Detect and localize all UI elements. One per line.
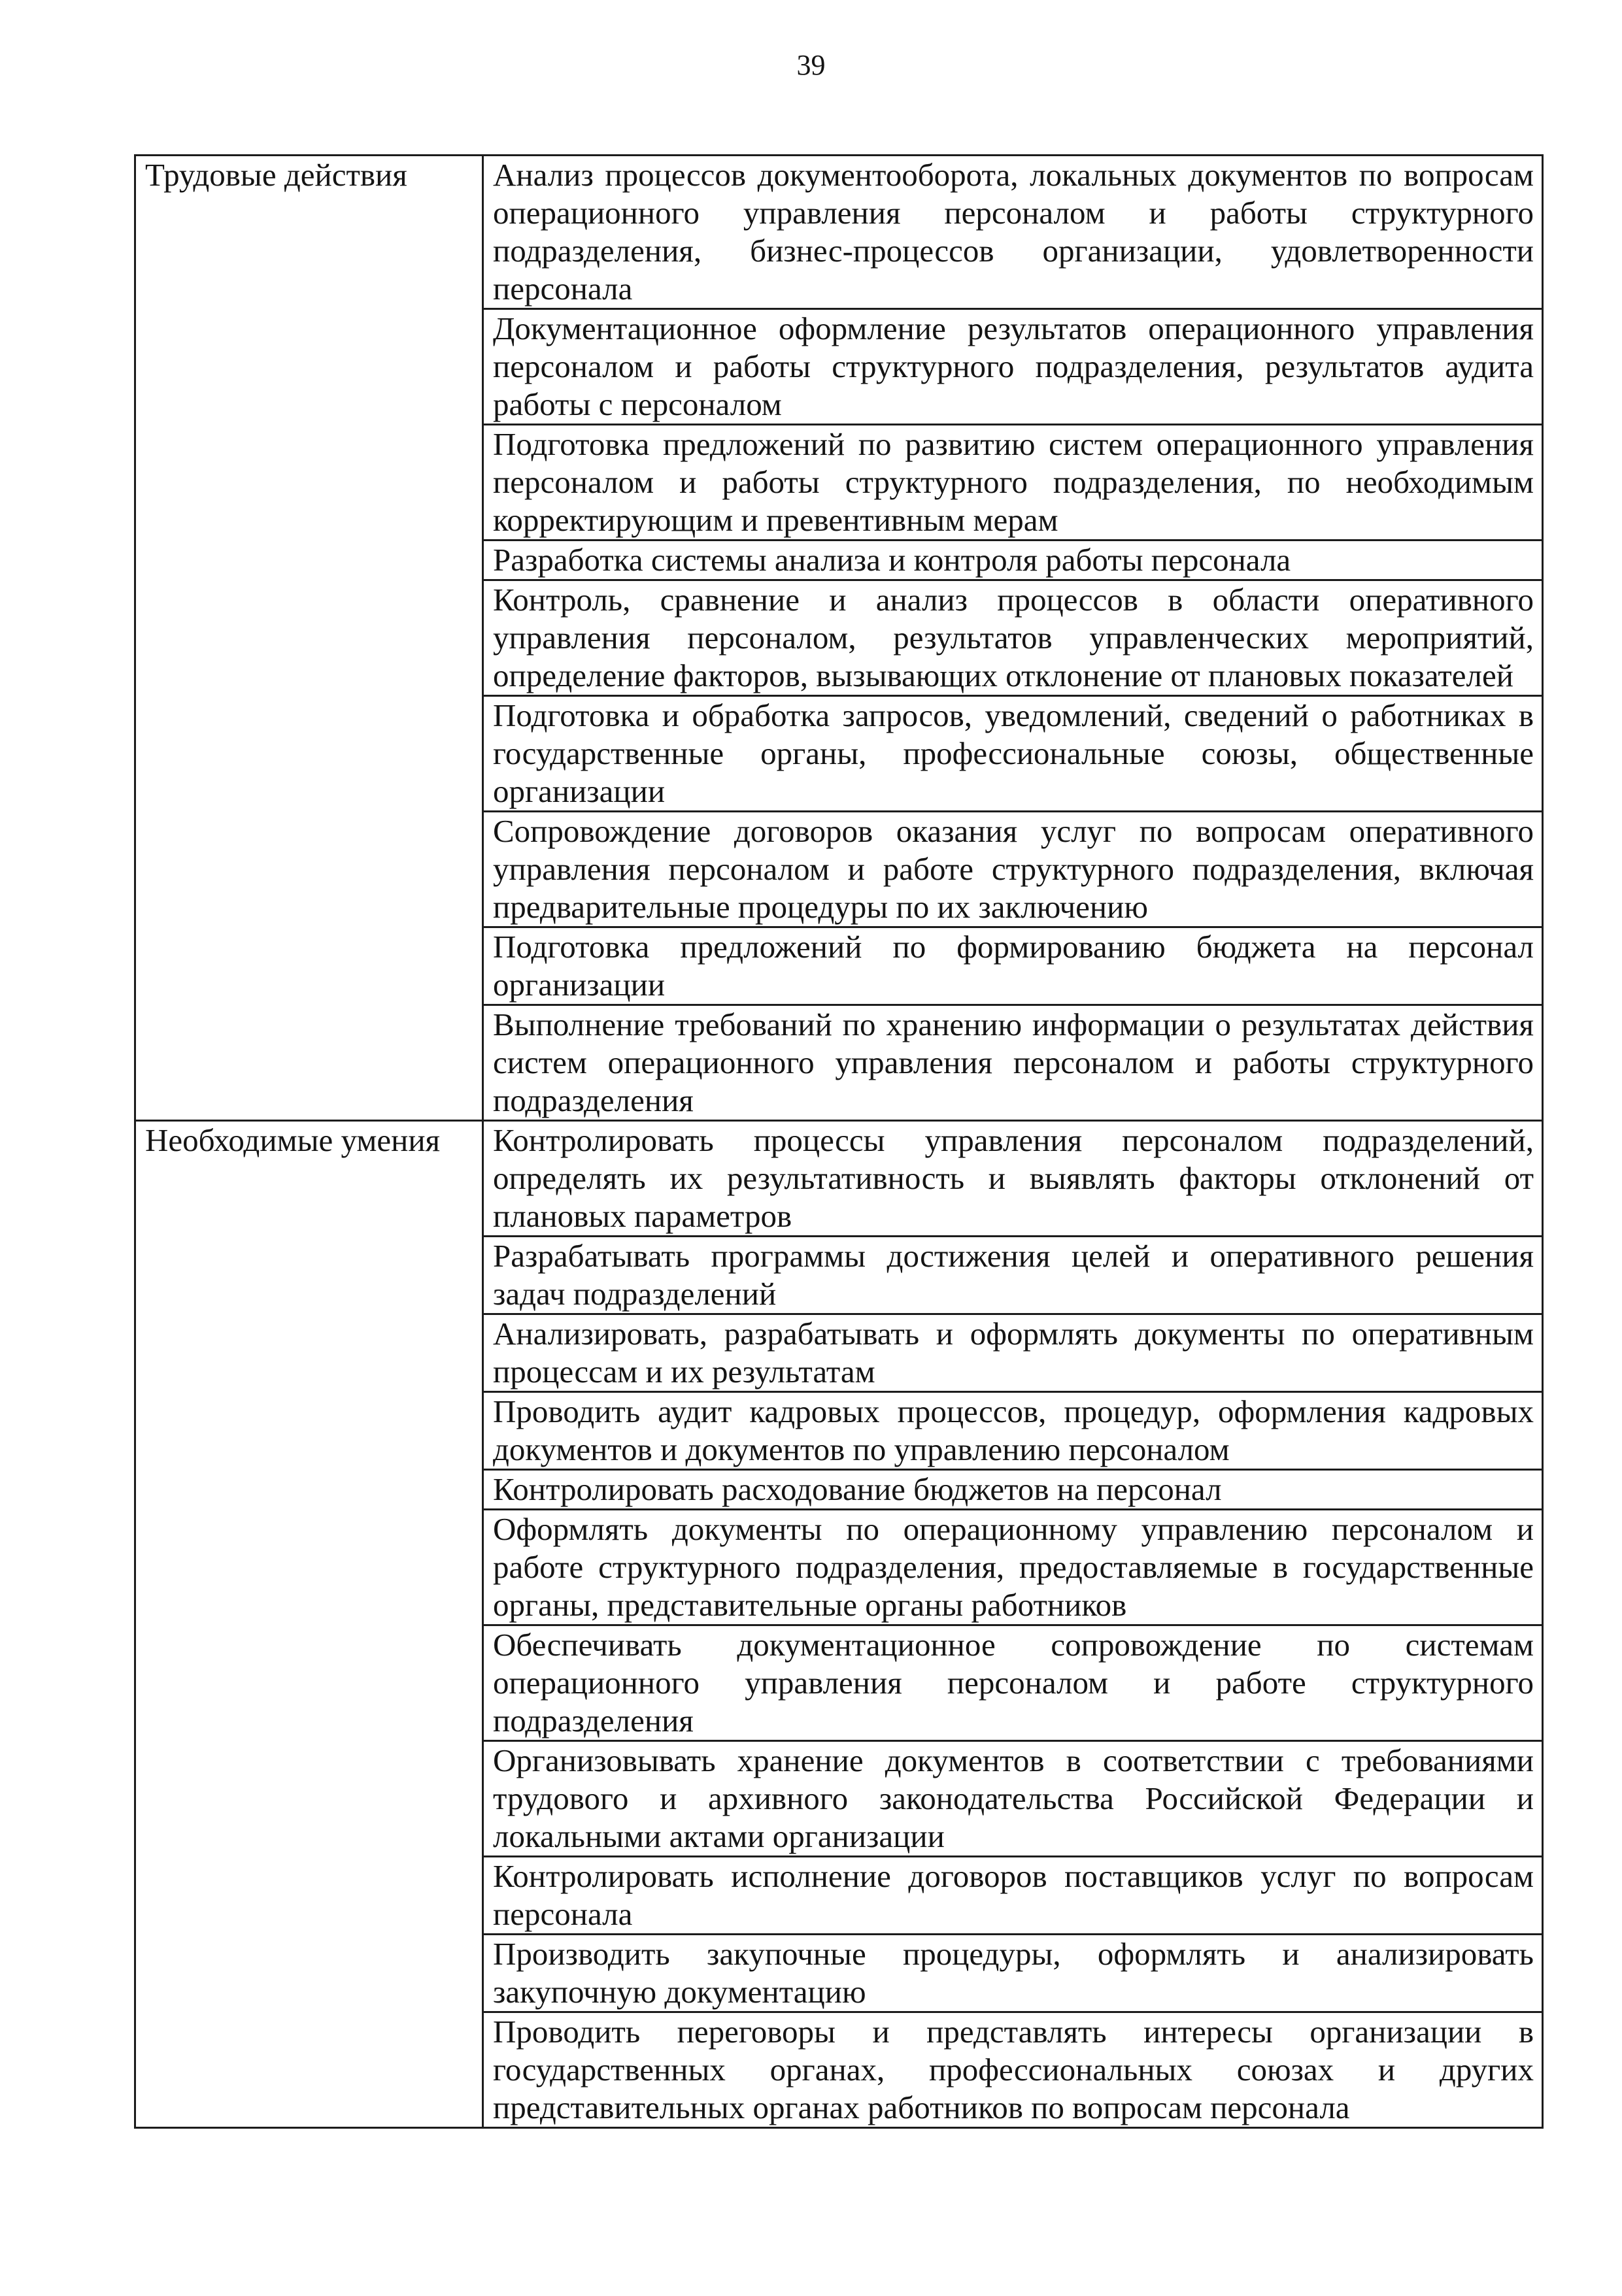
row-label-labor-actions: Трудовые действия (135, 156, 483, 1121)
table-cell: Обеспечивать документационное сопровождение по системам операционного управления персоналом и работе структурного подразделения (483, 1625, 1543, 1741)
table-row (135, 156, 1543, 309)
table-cell: Разрабатывать программы достижения целей и оперативного решения задач подразделений (483, 1237, 1543, 1314)
table-cell: Организовывать хранение документов в соответствии с требованиями трудового и архивного законодательства Российской Федерации и локальными актами организации (483, 1741, 1543, 1857)
table-cell: Анализ процессов документооборота, локальных документов по вопросам операционного управления персоналом и работы структурного подразделения, бизнес-процессов организации, удовлетворенности персонала (483, 156, 1543, 309)
table-cell: Проводить переговоры и представлять интересы организации в государственных органах, профессиональных союзах и других представительных органах работников по вопросам персонала (483, 2012, 1543, 2128)
table-cell: Документационное оформление результатов операционного управления персоналом и работы структурного подразделения, результатов аудита работы с персоналом (483, 309, 1543, 425)
table-cell: Контролировать процессы управления персоналом подразделений, определять их результативность и выявлять факторы отклонений от плановых параметров (483, 1121, 1543, 1237)
table-cell: Контролировать расходование бюджетов на персонал (483, 1470, 1543, 1510)
table-cell: Проводить аудит кадровых процессов, процедур, оформления кадровых документов и документов по управлению персоналом (483, 1392, 1543, 1470)
table-cell: Оформлять документы по операционному управлению персоналом и работе структурного подразделения, предоставляемые в государственные органы, представительные органы работников (483, 1510, 1543, 1625)
table-cell: Сопровождение договоров оказания услуг по вопросам оперативного управления персоналом и работе структурного подразделения, включая предварительные процедуры по их заключению (483, 812, 1543, 927)
table-cell: Контроль, сравнение и анализ процессов в области оперативного управления персоналом, результатов управленческих мероприятий, определение факторов, вызывающих отклонение от плановых показателей (483, 580, 1543, 696)
page-number: 39 (796, 49, 826, 81)
table-cell: Подготовка и обработка запросов, уведомлений, сведений о работниках в государственные органы, профессиональные союзы, общественные организации (483, 696, 1543, 812)
row-label-required-skills: Необходимые умения (135, 1121, 483, 2128)
table-cell: Производить закупочные процедуры, оформлять и анализировать закупочную документацию (483, 1935, 1543, 2012)
table-cell: Контролировать исполнение договоров поставщиков услуг по вопросам персонала (483, 1857, 1543, 1935)
table-cell: Разработка системы анализа и контроля работы персонала (483, 541, 1543, 580)
table-cell: Подготовка предложений по развитию систем операционного управления персоналом и работы структурного подразделения, по необходимым корректирующим и превентивным мерам (483, 425, 1543, 541)
table-cell: Выполнение требований по хранению информации о результатах действия систем операционного управления персоналом и работы структурного подразделения (483, 1005, 1543, 1121)
table-row (135, 1121, 1543, 1237)
table-cell: Подготовка предложений по формированию бюджета на персонал организации (483, 927, 1543, 1005)
table-cell: Анализировать, разрабатывать и оформлять документы по оперативным процессам и их результатам (483, 1314, 1543, 1392)
requirements-table (134, 154, 1544, 2129)
